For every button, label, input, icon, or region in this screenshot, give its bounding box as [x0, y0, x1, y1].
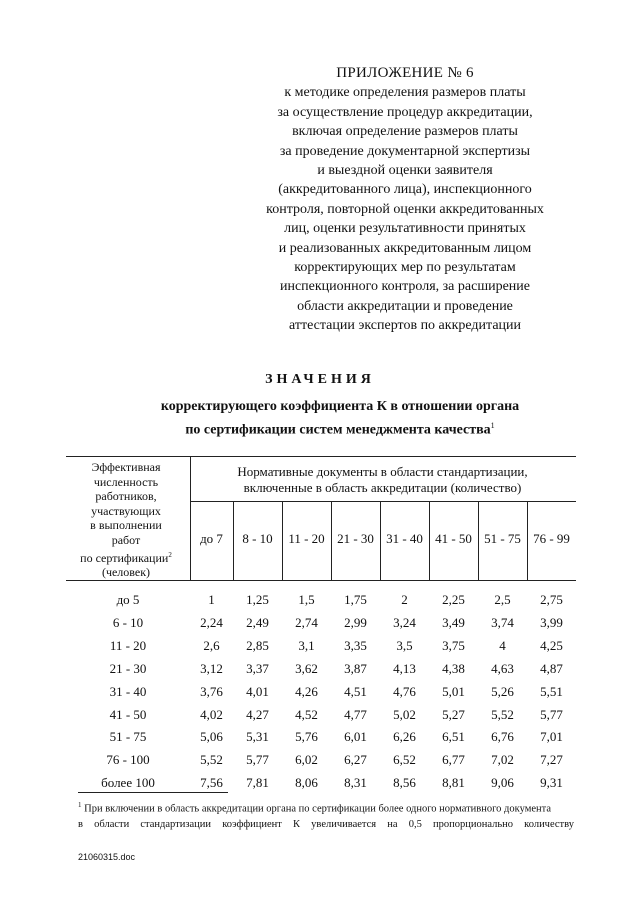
table-cell: 4,27: [246, 706, 269, 722]
table-cell: 4,52: [295, 706, 318, 722]
appendix-line: лиц, оценки результативности принятых: [284, 221, 526, 237]
table-cell: 2,5: [494, 592, 511, 607]
table-cell: 5,51: [540, 683, 563, 699]
footnote-line-1: При включении в область аккредитации органа по сертификации более одного нормативного документа: [84, 803, 551, 815]
table-cell: 3,5: [396, 637, 413, 653]
appendix-title: ПРИЛОЖЕНИЕ № 6: [336, 65, 474, 81]
appendix-line: и реализованных аккредитованным лицом: [278, 240, 532, 256]
table-cell: 5,01: [442, 683, 465, 699]
table-cell: 6,01: [344, 729, 367, 745]
column-group-header-line-1: Нормативные документы в области стандартизации,: [237, 464, 528, 479]
subtitle-line-2-text: по сертификации систем менеджмента качества: [185, 422, 491, 438]
table-cell: 3,37: [246, 660, 269, 676]
table-cell: 2: [401, 592, 408, 607]
table-cell: 1,5: [298, 592, 315, 607]
table-cell: 5,02: [393, 706, 416, 722]
row-header-line: [66, 548, 186, 566]
table-cell: 7,01: [540, 729, 563, 745]
row-label: 11 - 20: [109, 637, 147, 653]
column-header: 41 - 50: [435, 531, 472, 546]
column-header: 21 - 30: [337, 531, 374, 546]
table-cell: 6,27: [344, 752, 367, 768]
table-header-bottom-border: [66, 580, 576, 581]
column-header: 31 - 40: [386, 531, 423, 546]
table-cell: 2,85: [246, 637, 269, 653]
subtitle-line-1: корректирующего коэффициента К в отношении органа: [160, 399, 520, 414]
table-cell: 5,27: [442, 706, 465, 722]
row-header-line-text: работников,: [95, 489, 157, 504]
column-group-divider: [190, 501, 576, 502]
table-cell: 5,77: [246, 752, 269, 768]
appendix-line: и выездной оценки заявителя: [317, 163, 493, 179]
row-header-line: [66, 533, 186, 548]
table-cell: 3,1: [298, 637, 315, 653]
row-label: 41 - 50: [109, 706, 147, 722]
table-cell: 3,12: [200, 660, 223, 676]
appendix-line: за проведение документарной экспертизы: [279, 143, 531, 159]
table-cell: 6,02: [295, 752, 318, 768]
table-cell: 4,26: [295, 683, 318, 699]
table-cell: 7,56: [200, 775, 223, 791]
footnote-line-2: в области стандартизации коэффициент К увеличивается на 0,5 пропорционально количеству: [78, 818, 574, 830]
table-cell: 5,52: [491, 706, 514, 722]
table-cell: 8,06: [295, 775, 318, 791]
table-cell: 6,26: [393, 729, 416, 745]
table-cell: 3,49: [442, 614, 465, 630]
table-cell: 2,99: [344, 614, 367, 630]
table-cell: 5,06: [200, 729, 223, 745]
table-cell: 4,87: [540, 660, 563, 676]
subtitle-footnote-mark: 1: [490, 421, 495, 430]
table-cell: 1,25: [246, 592, 269, 607]
row-header-line: [66, 475, 186, 490]
row-header-line-text: численность: [93, 474, 159, 489]
row-header-line: [66, 565, 186, 580]
table-cell: 3,99: [540, 614, 563, 630]
column-header: до 7: [200, 531, 223, 546]
table-cell: 2,24: [200, 614, 223, 630]
row-header-line-text: (человек): [101, 565, 151, 580]
appendix-line: к методике определения размеров платы: [284, 85, 526, 101]
table-cell: 1,75: [344, 592, 367, 607]
footnote-separator: [78, 792, 228, 793]
row-header-line: [66, 489, 186, 504]
table-cell: 9,06: [491, 775, 514, 791]
table-cell: 5,77: [540, 706, 563, 722]
table-cell: 5,52: [200, 752, 223, 768]
footnote: [78, 798, 574, 832]
table-cell: 4,13: [393, 660, 416, 676]
row-header: [66, 460, 186, 580]
table-cell: 8,56: [393, 775, 416, 791]
row-header-line: [66, 504, 186, 519]
column-header: 51 - 75: [484, 531, 521, 546]
row-header-line-text: в выполнении: [90, 518, 162, 533]
table-cell: 5,76: [295, 729, 318, 745]
column-header: 76 - 99: [533, 531, 570, 546]
table-cell: 4,77: [344, 706, 367, 722]
row-header-line: [66, 518, 186, 533]
appendix-line: контроля, повторной оценки аккредитованных: [266, 201, 544, 217]
table-cell: 8,81: [442, 775, 465, 791]
table-cell: 6,51: [442, 729, 465, 745]
appendix-line: (аккредитованного лица), инспекционного: [278, 182, 532, 198]
row-label: 76 - 100: [106, 752, 150, 768]
table-cell: 2,25: [442, 592, 465, 607]
column-group-header-line-2: включенные в область аккредитации (количество): [243, 480, 522, 495]
column-header: 8 - 10: [242, 531, 273, 546]
table-cell: 4,38: [442, 660, 465, 676]
table-cell: 7,02: [491, 752, 514, 768]
appendix-line: за осуществление процедур аккредитации,: [277, 104, 533, 120]
row-label: 51 - 75: [109, 729, 147, 745]
table-cell: 7,27: [540, 752, 563, 768]
table-cell: 4,76: [393, 683, 416, 699]
row-header-line-text: участвующих: [91, 503, 161, 518]
table-cell: 4: [499, 637, 506, 653]
row-label: до 5: [116, 592, 140, 607]
table-cell: 4,25: [540, 637, 563, 653]
table-cell: 6,77: [442, 752, 465, 768]
table-cell: 9,31: [540, 775, 563, 791]
row-header-line-text: по сертификации: [80, 550, 169, 565]
table-cell: 3,35: [344, 637, 367, 653]
appendix-line: включая определение размеров платы: [292, 124, 518, 140]
table-cell: 8,31: [344, 775, 367, 791]
table-top-border: [66, 456, 576, 457]
table-cell: 7,81: [246, 775, 269, 791]
row-label: 21 - 30: [109, 660, 147, 676]
table-cell: 5,26: [491, 683, 514, 699]
table-cell: 1: [208, 592, 215, 607]
appendix-line: области аккредитации и проведение: [297, 298, 513, 314]
row-header-line-text: Эффективная: [91, 460, 161, 474]
table-cell: 6,76: [491, 729, 514, 745]
table-cell: 4,02: [200, 706, 223, 722]
row-header-line-text: работ: [111, 532, 141, 547]
table-cell: 4,01: [246, 683, 269, 699]
column-header: 11 - 20: [288, 531, 325, 546]
appendix-line: инспекционного контроля, за расширение: [279, 279, 531, 295]
table-cell: 3,75: [442, 637, 465, 653]
row-header-lines: [66, 460, 186, 580]
table-cell: 4,51: [344, 683, 367, 699]
footnote-mark: 1: [78, 801, 82, 809]
table-cell: 3,24: [393, 614, 416, 630]
column-divider: [190, 456, 191, 580]
table-cell: 4,63: [491, 660, 514, 676]
table-cell: 6,52: [393, 752, 416, 768]
row-label: 31 - 40: [109, 683, 147, 699]
row-header-line: [66, 460, 186, 475]
document-title: ЗНАЧЕНИЯ: [265, 372, 375, 387]
row-label: более 100: [101, 775, 155, 791]
table-cell: 2,75: [540, 592, 563, 607]
table-cell: 3,62: [295, 660, 318, 676]
column-group-header: [190, 464, 575, 496]
table-cell: 3,87: [344, 660, 367, 676]
row-label: 6 - 10: [112, 614, 144, 630]
table-cell: 2,49: [246, 614, 269, 630]
file-id: 21060315.doc: [78, 852, 136, 862]
table-cell: 2,74: [295, 614, 318, 630]
table-cell: 3,76: [200, 683, 223, 699]
table-cell: 2,6: [203, 637, 220, 653]
row-header-footnote-mark: 2: [168, 550, 172, 559]
table-cell: 3,74: [491, 614, 514, 630]
appendix-line: корректирующих мер по результатам: [294, 260, 516, 276]
table-cell: 5,31: [246, 729, 269, 745]
appendix-line: аттестации экспертов по аккредитации: [288, 318, 522, 334]
